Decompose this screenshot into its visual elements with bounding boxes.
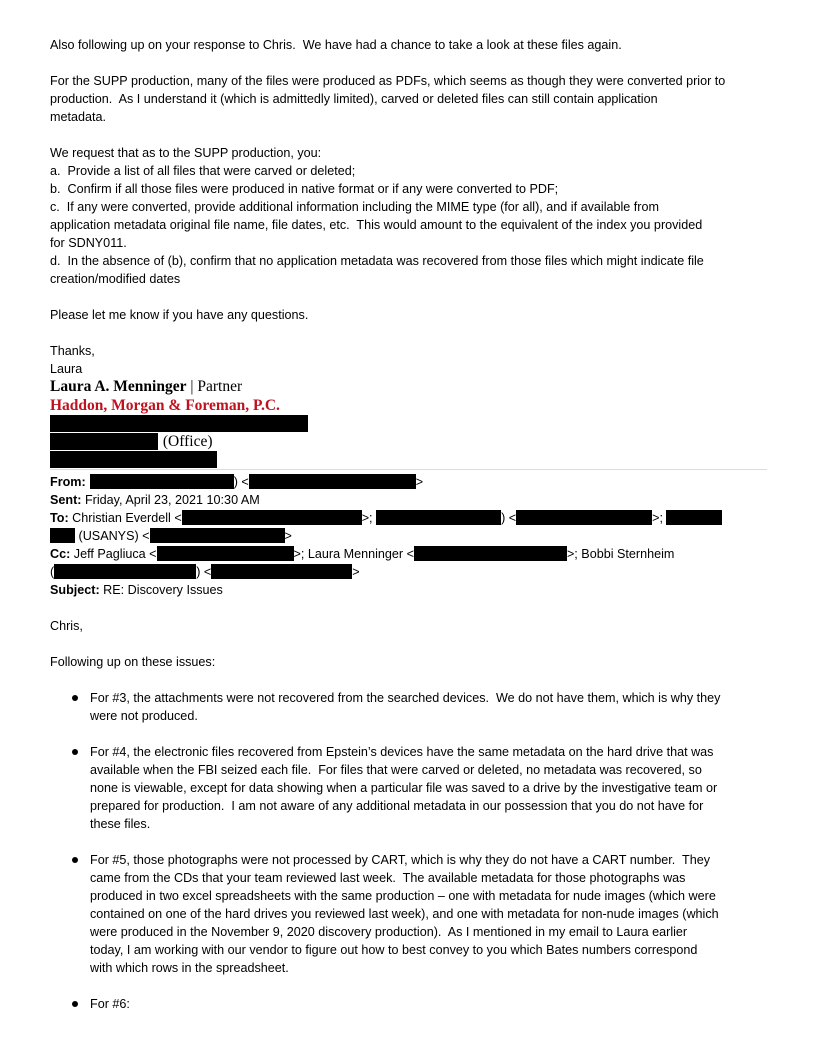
- greeting: Chris,: [50, 619, 83, 633]
- firm-name: Haddon, Morgan & Foreman, P.C.: [50, 397, 280, 414]
- request-item: b. Confirm if all those files were produced in native format or if any were converted to PDF;: [50, 182, 559, 196]
- redaction-block: [90, 474, 234, 489]
- redaction-block: [50, 451, 217, 468]
- to-line: [50, 509, 722, 527]
- intro-line: Also following up on your response to Chris. We have had a chance to take a look at these files again.: [50, 38, 622, 52]
- cc-separator: ) <: [196, 565, 212, 579]
- redaction-block: [414, 546, 567, 561]
- from-label: From:: [50, 475, 86, 489]
- to-separator: ) <: [501, 511, 517, 525]
- request-item: a. Provide a list of all files that were carved or deleted;: [50, 164, 356, 178]
- from-line: [50, 473, 423, 491]
- para-line: production. As I understand it (which is admittedly limited), carved or deleted files can still contain application: [50, 92, 658, 106]
- redaction-block: [54, 564, 196, 579]
- to-close: >: [284, 529, 292, 543]
- bullet-dot: [72, 1001, 78, 1007]
- bullet-line: today, I am working with our vendor to figure out how to best convey to you which Bates numbers correspond: [90, 943, 698, 957]
- bullet-line: came from the CDs that your team reviewed last week. The available metadata for those photographs was: [90, 871, 686, 885]
- bullet-line: For #4, the electronic files recovered from Epstein’s devices have the same metadata on the hard drive that was: [90, 745, 714, 759]
- sender-first-name: Laura: [50, 362, 83, 376]
- subject-line: [50, 581, 223, 599]
- redaction-block: [211, 564, 352, 579]
- bullet-line: were not produced.: [90, 709, 198, 723]
- redaction-block: [516, 510, 652, 525]
- bullet-dot: [72, 857, 78, 863]
- signature-separator: |: [186, 378, 198, 395]
- cc-open: (: [50, 565, 55, 579]
- bullet-line: with which rows in the spreadsheet.: [90, 961, 289, 975]
- para-line: For the SUPP production, many of the files were produced as PDFs, which seems as though they were converted prior to: [50, 74, 726, 88]
- redaction-block: [50, 433, 158, 450]
- redaction-block: [249, 474, 416, 489]
- bullet-line: produced in two excel spreadsheets with the same production – one with metadata for nude images (which were: [90, 889, 716, 903]
- signature-line: [50, 378, 242, 396]
- to-name: Christian Everdell <: [68, 511, 182, 525]
- redaction-block: [50, 528, 75, 543]
- bullet-line: none is viewable, except for data showing when a particular file was saved to a drive by the investigative team or: [90, 781, 718, 795]
- redaction-block: [150, 528, 285, 543]
- para-line: metadata.: [50, 110, 107, 124]
- bullet-line: For #6:: [90, 997, 130, 1011]
- closing-question: Please let me know if you have any questions.: [50, 308, 309, 322]
- subject-label: Subject:: [50, 583, 100, 597]
- lead-sentence: Following up on these issues:: [50, 655, 216, 669]
- to-line-cont: [50, 527, 292, 545]
- redaction-block: [182, 510, 362, 525]
- bullet-dot: [72, 695, 78, 701]
- bullet-line: available when the FBI seized each file. For files that were carved or deleted, no metadata was recovered, so: [90, 763, 702, 777]
- bullet-line: were produced in the November 9, 2020 discovery production). As I mentioned in my email to Laura earlier: [90, 925, 688, 939]
- request-item: application metadata original file name, file dates, etc. This would amount to the equivalent of the index you provided: [50, 218, 703, 232]
- bullet-line: these files.: [90, 817, 151, 831]
- redaction-block: [50, 415, 308, 432]
- request-item: d. In the absence of (b), confirm that no application metadata was recovered from those files which might indicate file: [50, 254, 704, 268]
- sent-label: Sent:: [50, 493, 82, 507]
- cc-line: [50, 545, 674, 563]
- office-label: (Office): [159, 433, 213, 450]
- redaction-block: [157, 546, 294, 561]
- bullet-dot: [72, 749, 78, 755]
- bullet-line: For #3, the attachments were not recovered from the searched devices. We do not have them, which is why they: [90, 691, 721, 705]
- subject-value: RE: Discovery Issues: [99, 583, 223, 597]
- redaction-block: [666, 510, 722, 525]
- cc-name: >; Bobbi Sternheim: [566, 547, 675, 561]
- thanks: Thanks,: [50, 344, 95, 358]
- to-agency: (USANYS) <: [75, 529, 150, 543]
- to-separator: >;: [361, 511, 373, 525]
- to-separator: >;: [652, 511, 663, 525]
- bullet-line: contained on one of the hard drives you reviewed last week), and one with metadata for non-nude images (which: [90, 907, 719, 921]
- cc-label: Cc:: [50, 547, 71, 561]
- request-item: creation/modified dates: [50, 272, 181, 286]
- cc-close: >: [352, 565, 360, 579]
- header-divider: [50, 469, 767, 470]
- request-intro: We request that as to the SUPP production, you:: [50, 146, 322, 160]
- bullet-line: For #5, those photographs were not processed by CART, which is why they do not have a CART number. They: [90, 853, 710, 867]
- cc-line-cont: [50, 563, 360, 581]
- signature-name: Laura A. Menninger: [50, 378, 187, 395]
- redaction-block: [376, 510, 501, 525]
- from-close: >: [415, 475, 424, 489]
- bullet-line: prepared for production. I am not aware of any additional metadata in our possession that you do not have for: [90, 799, 704, 813]
- from-separator: ) <: [233, 475, 249, 489]
- request-item: c. If any were converted, provide additional information including the MIME type (for all), and if available from: [50, 200, 659, 214]
- sent-line: [50, 491, 260, 509]
- cc-name: >; Laura Menninger <: [293, 547, 414, 561]
- sent-value: Friday, April 23, 2021 10:30 AM: [81, 493, 260, 507]
- signature-title: Partner: [197, 378, 243, 395]
- to-label: To:: [50, 511, 69, 525]
- request-item: for SDNY011.: [50, 236, 127, 250]
- cc-name: Jeff Pagliuca <: [70, 547, 157, 561]
